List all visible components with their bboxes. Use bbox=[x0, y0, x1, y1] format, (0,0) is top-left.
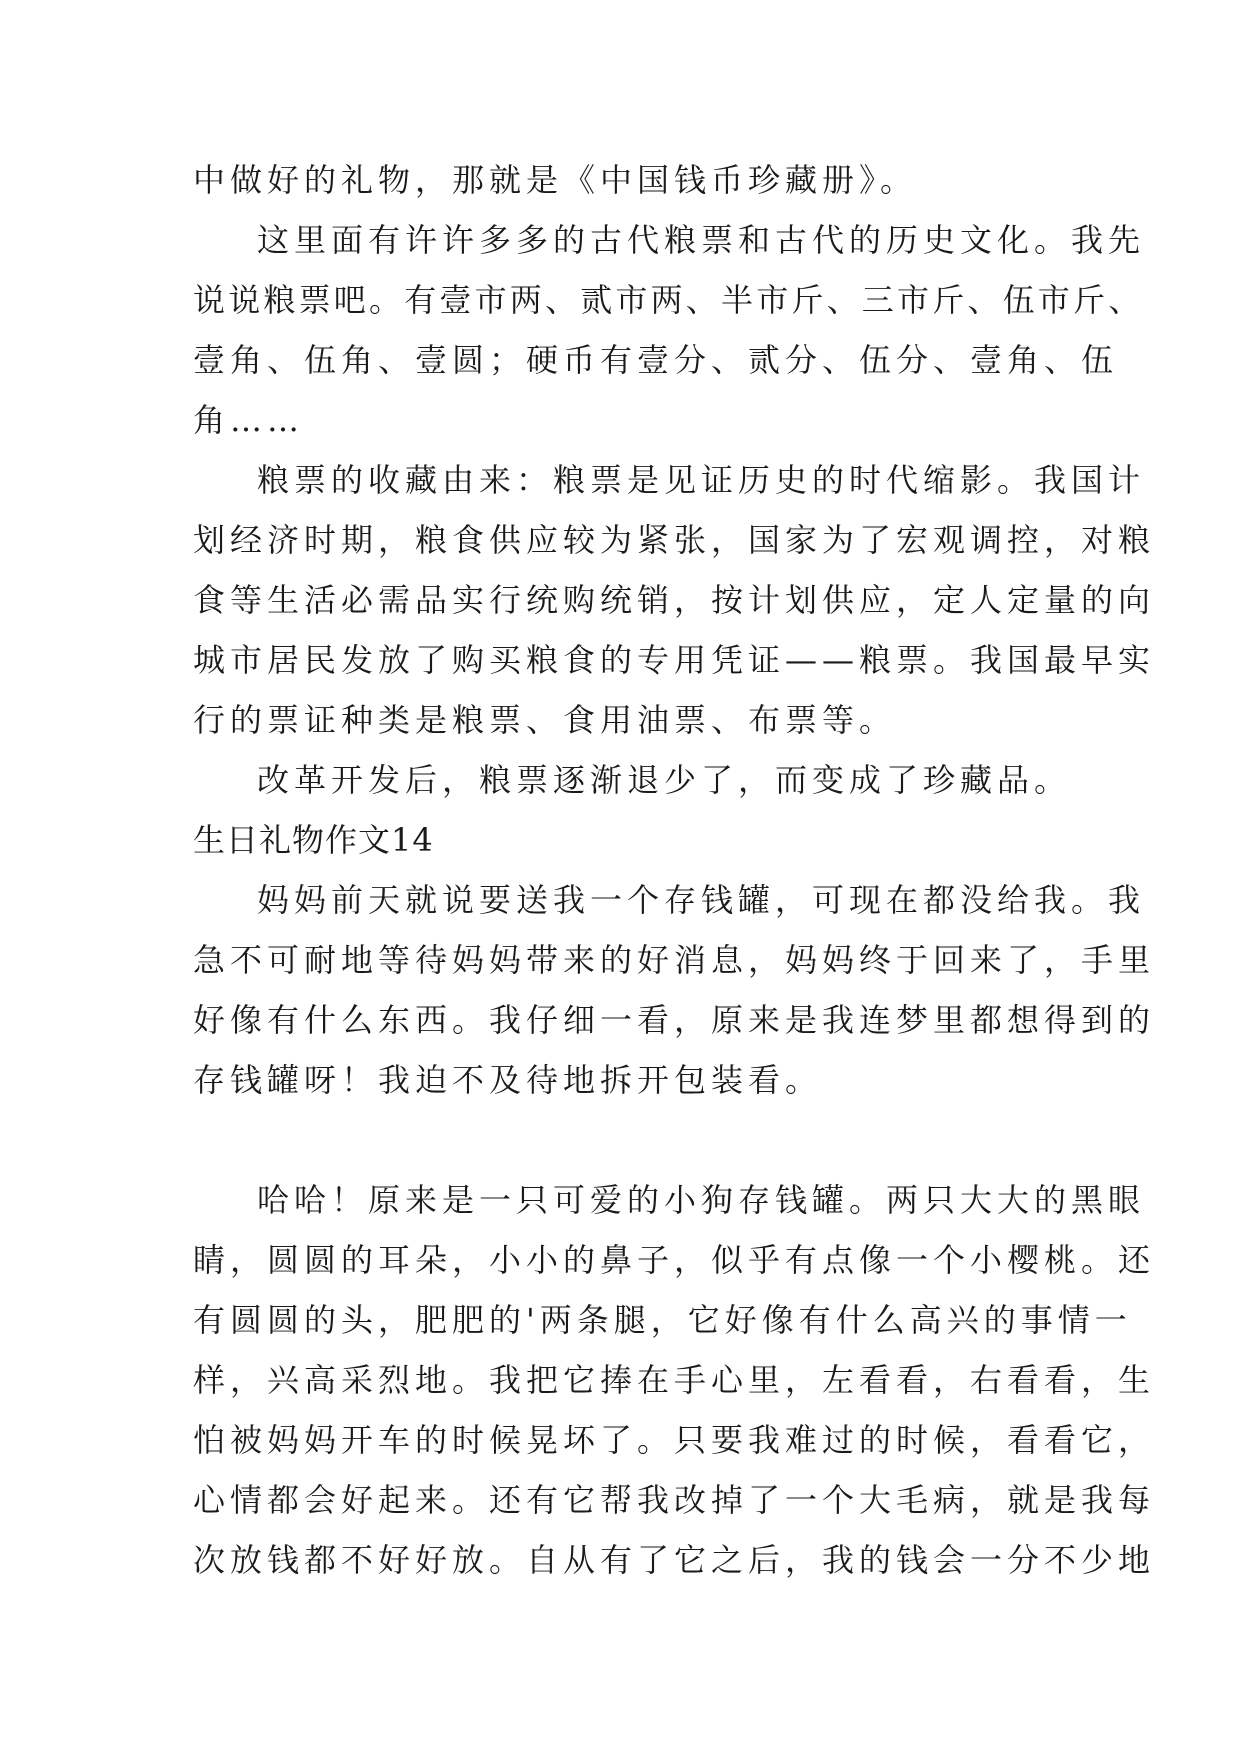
paragraph-start-line: 妈妈前天就说要送我一个存钱罐，可现在都没给我。我 bbox=[257, 881, 1146, 919]
text-line: 怕被妈妈开车的时候晃坏了。只要我难过的时候，看看它， bbox=[193, 1421, 1156, 1459]
paragraph-start-line: 改革开发后，粮票逐渐退少了，而变成了珍藏品。 bbox=[257, 761, 1072, 799]
text-line: 存钱罐呀！我迫不及待地拆开包装看。 bbox=[193, 1061, 823, 1099]
text-line: 急不可耐地等待妈妈带来的好消息，妈妈终于回来了，手里 bbox=[193, 941, 1156, 979]
text-line: 划经济时期，粮食供应较为紧张，国家为了宏观调控，对粮 bbox=[193, 521, 1156, 559]
text-line: 睛，圆圆的耳朵，小小的鼻子，似乎有点像一个小樱桃。还 bbox=[193, 1241, 1156, 1279]
paragraph-start-line: 哈哈！原来是一只可爱的小狗存钱罐。两只大大的黑眼 bbox=[257, 1181, 1146, 1219]
text-line: 中做好的礼物，那就是《中国钱币珍藏册》。 bbox=[193, 161, 918, 199]
text-line: 行的票证种类是粮票、食用油票、布票等。 bbox=[193, 701, 897, 739]
text-line: 城市居民发放了购买粮食的专用凭证——粮票。我国最早实 bbox=[193, 641, 1156, 679]
document-body bbox=[193, 150, 1156, 1590]
text-line: 好像有什么东西。我仔细一看，原来是我连梦里都想得到的 bbox=[193, 1001, 1156, 1039]
text-line: 说说粮票吧。有壹市两、贰市两、半市斤、三市斤、伍市斤、 bbox=[193, 281, 1144, 319]
section-heading: 生日礼物作文14 bbox=[193, 821, 434, 859]
text-line: 壹角、伍角、壹圆；硬币有壹分、贰分、伍分、壹角、伍 bbox=[193, 341, 1119, 379]
text-line: 角…… bbox=[193, 401, 305, 439]
paragraph-start-line: 这里面有许许多多的古代粮票和古代的历史文化。我先 bbox=[257, 221, 1146, 259]
text-line: 次放钱都不好好放。自从有了它之后，我的钱会一分不少地 bbox=[193, 1541, 1156, 1579]
paragraph-gap bbox=[193, 1110, 1053, 1170]
text-line: 样，兴高采烈地。我把它捧在手心里，左看看，右看看，生 bbox=[193, 1361, 1156, 1399]
text-line: 食等生活必需品实行统购统销，按计划供应，定人定量的向 bbox=[193, 581, 1156, 619]
paragraph-start-line: 粮票的收藏由来：粮票是见证历史的时代缩影。我国计 bbox=[257, 461, 1146, 499]
text-line: 心情都会好起来。还有它帮我改掉了一个大毛病，就是我每 bbox=[193, 1481, 1156, 1519]
text-line: 有圆圆的头，肥肥的'两条腿，它好像有什么高兴的事情一 bbox=[193, 1301, 1132, 1339]
